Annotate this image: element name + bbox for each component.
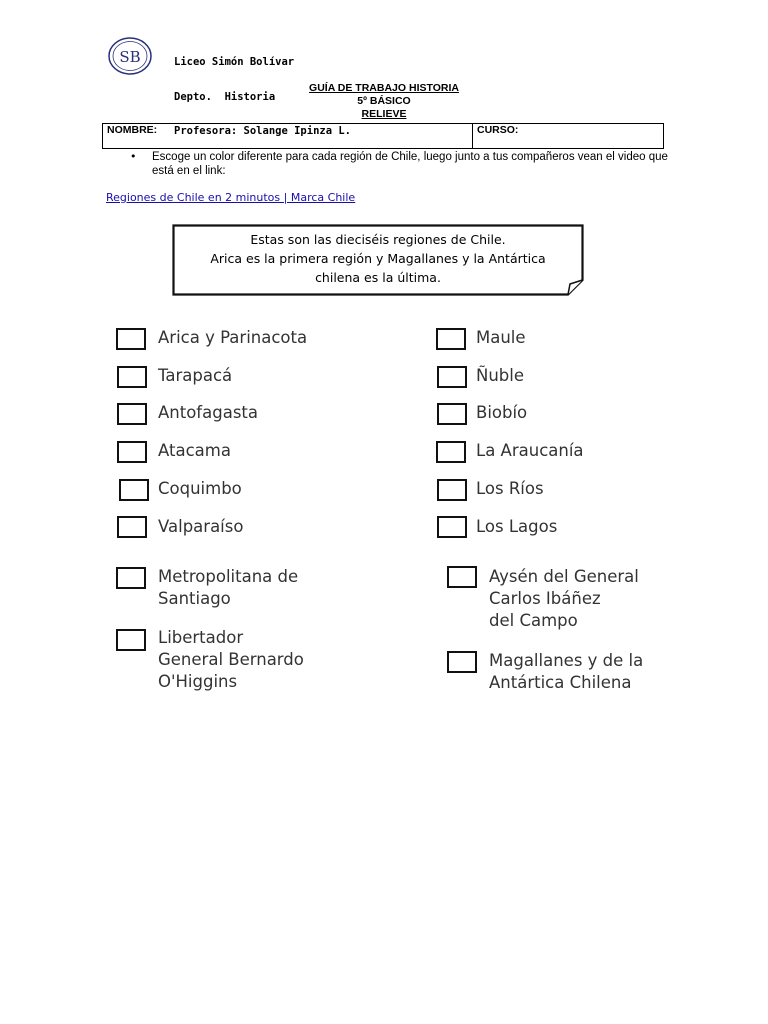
checkbox-nuble[interactable] [437, 366, 467, 388]
checkbox-biobio[interactable] [437, 403, 467, 425]
teacher: Profesora: Solange Ipinza L. [174, 125, 352, 137]
region-label: Antofagasta [158, 403, 258, 422]
region-label: Libertador General Bernardo O'Higgins [158, 628, 304, 691]
region-label: Tarapacá [158, 366, 233, 385]
checkbox-ohiggins[interactable] [116, 629, 146, 651]
region-label: Coquimbo [158, 479, 242, 498]
school-name: Liceo Simón Bolívar [174, 56, 295, 68]
bullet-icon: • [130, 150, 137, 163]
region-label: Arica y Parinacota [158, 328, 308, 347]
checkbox-los-rios[interactable] [437, 479, 467, 501]
region-label: Maule [476, 328, 526, 347]
region-label: Aysén del General Carlos Ibáñez del Campo [489, 567, 639, 630]
title-line-1: GUÍA DE TRABAJO HISTORIA [309, 82, 459, 94]
region-label: Los Ríos [476, 479, 544, 498]
worksheet-title [0, 82, 768, 121]
instruction-text: Escoge un color diferente para cada región de Chile, luego junto a tus compañeros vean el video que está en el link: [152, 151, 668, 177]
region-label: Atacama [158, 441, 231, 460]
region-label: Magallanes y de la Antártica Chilena [489, 651, 644, 692]
note-line-3: chilena es la última. [315, 270, 441, 285]
nombre-label: NOMBRE: [107, 124, 158, 136]
checkbox-atacama[interactable] [117, 441, 147, 463]
video-link[interactable]: Regiones de Chile en 2 minutos | Marca Chile [106, 191, 356, 204]
note-text [172, 230, 584, 287]
checkbox-valparaiso[interactable] [117, 516, 147, 538]
checkbox-antofagasta[interactable] [117, 403, 147, 425]
region-label: Biobío [476, 403, 528, 422]
checkbox-tarapaca[interactable] [117, 366, 147, 388]
checkbox-maule[interactable] [436, 328, 466, 350]
region-label: Ñuble [476, 366, 525, 385]
note-line-2: Arica es la primera región y Magallanes y la Antártica [210, 251, 546, 266]
checkbox-arica[interactable] [116, 328, 146, 350]
checkbox-magallanes[interactable] [447, 651, 477, 673]
title-line-2: 5º BÁSICO [357, 95, 411, 107]
curso-label: CURSO: [477, 124, 519, 136]
checkbox-metropolitana[interactable] [116, 567, 146, 589]
checkbox-aysen[interactable] [447, 566, 477, 588]
student-info-table [102, 123, 664, 149]
checkbox-coquimbo[interactable] [119, 479, 149, 501]
note-line-1: Estas son las dieciséis regiones de Chile. [250, 232, 506, 247]
region-label: La Araucanía [476, 441, 584, 460]
checkbox-araucania[interactable] [436, 441, 466, 463]
region-label: Los Lagos [476, 517, 558, 536]
title-line-3: RELIEVE [361, 108, 407, 120]
logo-letters: SB [119, 48, 141, 66]
table-divider [472, 124, 473, 148]
region-label: Metropolitana de Santiago [158, 567, 299, 608]
checkbox-los-lagos[interactable] [437, 516, 467, 538]
department: Depto. Historia [174, 90, 276, 103]
region-label: Valparaíso [158, 517, 244, 536]
school-logo [108, 37, 152, 75]
